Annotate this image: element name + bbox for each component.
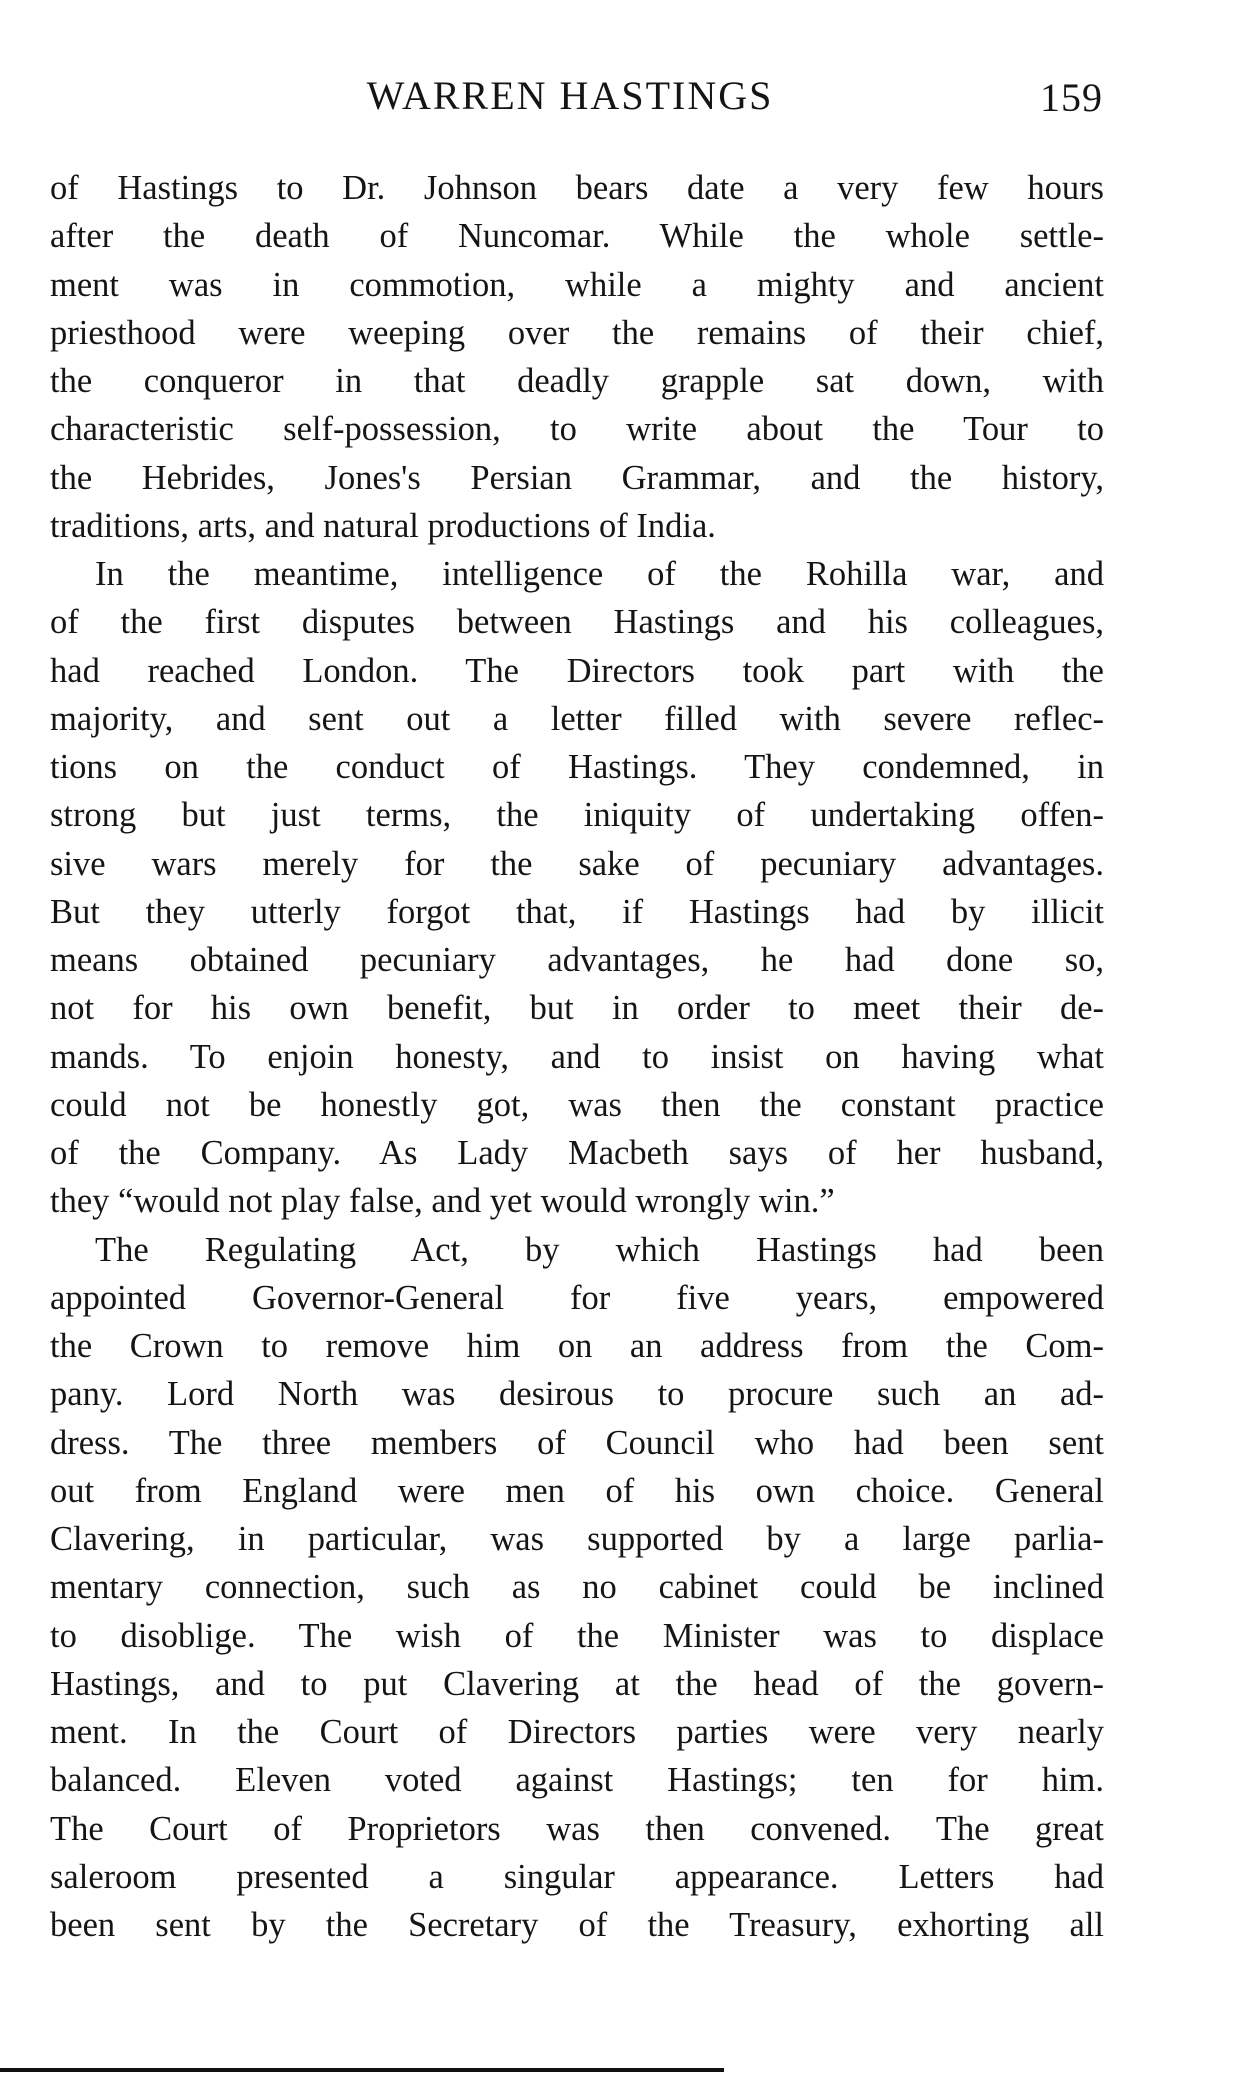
text-line: Hastings, and to put Clavering at the head of the govern- [50, 1664, 1104, 1703]
text-line: saleroom presented a singular appearance. Letters had [50, 1857, 1104, 1896]
text-line: In the meantime, intelligence of the Rohilla war, and [95, 555, 1104, 593]
text-line: not for his own benefit, but in order to meet their de- [50, 989, 1104, 1028]
text-line: they “would not play false, and yet would wrongly win.” [50, 1182, 835, 1221]
text-line: tions on the conduct of Hastings. They condemned, in [50, 748, 1104, 786]
text-line: of the Company. As Lady Macbeth says of her husband, [50, 1134, 1104, 1172]
text-line: means obtained pecuniary advantages, he had done so, [50, 941, 1104, 979]
text-line: the Crown to remove him on an address from the Com- [50, 1327, 1104, 1365]
text-line: majority, and sent out a letter filled with severe reflec- [50, 699, 1104, 738]
body-text [50, 164, 1104, 1949]
text-line: to disoblige. The wish of the Minister was to displace [50, 1616, 1104, 1655]
text-line: strong but just terms, the iniquity of undertaking offen- [50, 796, 1104, 835]
text-line: out from England were men of his own choice. General [50, 1471, 1104, 1510]
text-line: dress. The three members of Council who had been sent [50, 1423, 1104, 1462]
running-title: WARREN HASTINGS [366, 73, 774, 118]
page-header [0, 72, 1236, 132]
text-line: mentary connection, such as no cabinet could be inclined [50, 1568, 1104, 1607]
text-line: mands. To enjoin honesty, and to insist on having what [50, 1037, 1104, 1076]
text-line: after the death of Nuncomar. While the whole settle- [50, 217, 1104, 256]
bottom-rule [0, 2068, 724, 2072]
text-line: The Regulating Act, by which Hastings had been [95, 1230, 1104, 1269]
text-line: sive wars merely for the sake of pecuniary advantages. [50, 844, 1104, 883]
text-line: balanced. Eleven voted against Hastings; ten for him. [50, 1761, 1104, 1800]
text-line: the conqueror in that deadly grapple sat down, with [50, 362, 1104, 400]
text-line: characteristic self-possession, to write about the Tour to [50, 410, 1104, 449]
text-line: The Court of Proprietors was then convened. The great [50, 1809, 1104, 1848]
text-line: appointed Governor-General for five years, empowered [50, 1278, 1104, 1317]
text-line: of the first disputes between Hastings and his colleagues, [50, 603, 1104, 642]
text-line: priesthood were weeping over the remains of their chief, [50, 313, 1104, 352]
text-line: been sent by the Secretary of the Treasury, exhorting all [50, 1906, 1104, 1944]
text-line: the Hebrides, Jones's Persian Grammar, and the history, [50, 458, 1104, 497]
text-line: of Hastings to Dr. Johnson bears date a very few hours [50, 169, 1104, 207]
text-line: traditions, arts, and natural productions of India. [50, 506, 716, 545]
text-line: could not be honestly got, was then the constant practice [50, 1085, 1104, 1124]
text-line: pany. Lord North was desirous to procure such an ad- [50, 1375, 1104, 1414]
text-line: But they utterly forgot that, if Hastings had by illicit [50, 892, 1104, 931]
text-line: ment. In the Court of Directors parties were very nearly [50, 1713, 1104, 1751]
text-line: Clavering, in particular, was supported by a large parlia- [50, 1520, 1104, 1558]
text-line: had reached London. The Directors took part with the [50, 651, 1104, 690]
page-number: 159 [1040, 75, 1103, 120]
text-line: ment was in commotion, while a mighty and ancient [50, 265, 1104, 304]
